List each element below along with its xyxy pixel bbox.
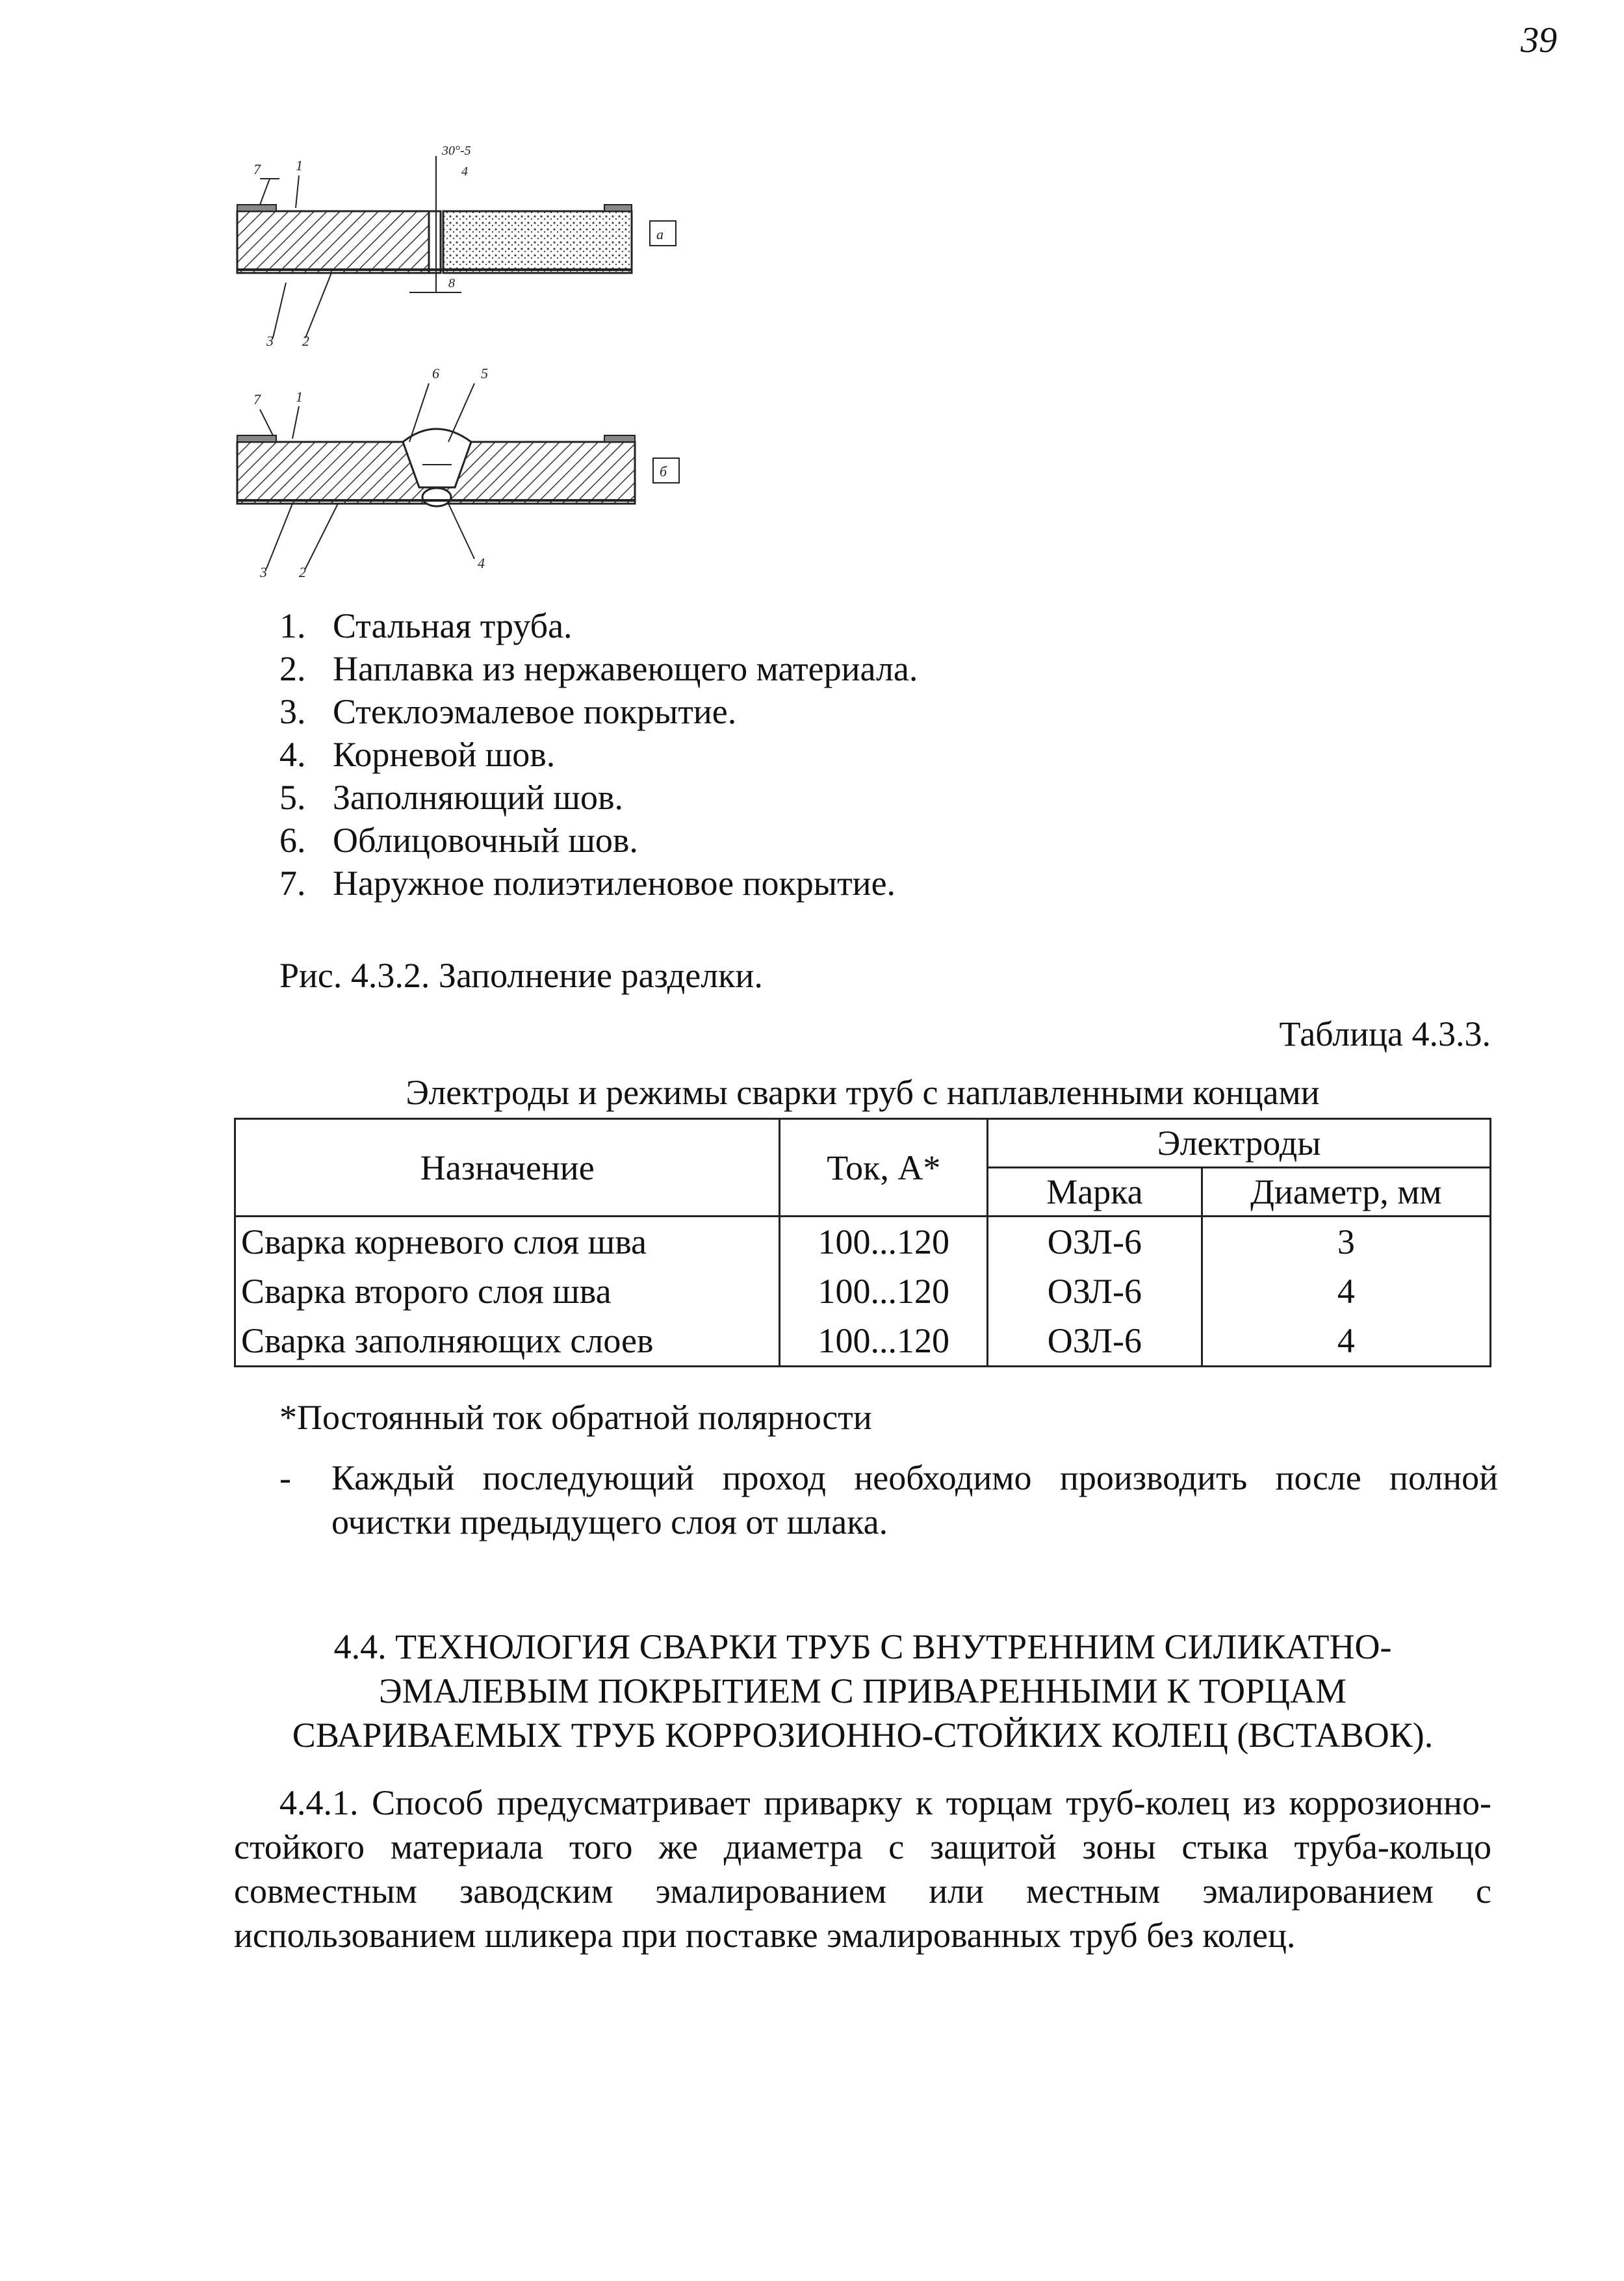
header-brand: Марка bbox=[988, 1168, 1202, 1217]
joint-preparation-drawing bbox=[237, 144, 676, 349]
fig-b-label-6: 6 bbox=[432, 365, 439, 381]
table-label: Таблица 4.3.3. bbox=[1279, 1014, 1491, 1053]
legend-item: 1. Стальная труба. bbox=[279, 606, 573, 645]
legend-item: 2. Наплавка из нержавеющего материала. bbox=[279, 649, 918, 688]
fig-a-label-7: 7 bbox=[253, 161, 261, 177]
fig-a-label-gap: 8 bbox=[448, 276, 455, 290]
cell-brand: ОЗЛ-6 bbox=[988, 1217, 1202, 1267]
figure-legend bbox=[279, 604, 918, 905]
heading-line: 4.4. ТЕХНОЛОГИЯ СВАРКИ ТРУБ С ВНУТРЕННИМ СИЛИКАТНО- bbox=[333, 1627, 1392, 1666]
page-number: 39 bbox=[1521, 20, 1557, 60]
legend-item: 4. Корневой шов. bbox=[279, 735, 556, 774]
cell-current: 100...120 bbox=[780, 1316, 988, 1367]
fig-a-label-1: 1 bbox=[296, 157, 303, 174]
table-row bbox=[235, 1316, 1491, 1367]
bullet-text: Каждый последующий проход необходимо производить после полной очистки предыдущего слоя от шлака. bbox=[331, 1458, 1498, 1541]
fig-b-label-2: 2 bbox=[299, 564, 306, 578]
table-row bbox=[235, 1217, 1491, 1267]
legend-item: 6. Облицовочный шов. bbox=[279, 821, 638, 860]
cell-brand: ОЗЛ-6 bbox=[988, 1316, 1202, 1367]
heading-line: ЭМАЛЕВЫМ ПОКРЫТИЕМ С ПРИВАРЕННЫМИ К ТОРЦАМ bbox=[378, 1671, 1347, 1710]
figure-caption: Рис. 4.3.2. Заполнение разделки. bbox=[279, 956, 763, 995]
weld-joint-figure bbox=[234, 136, 702, 578]
table-footnote: *Постоянный ток обратной полярности bbox=[279, 1398, 872, 1437]
section-heading bbox=[234, 1625, 1491, 1757]
fig-a-label-3: 3 bbox=[266, 333, 274, 349]
fig-a-label-4: 4 bbox=[461, 164, 468, 179]
fig-b-label-1: 1 bbox=[296, 389, 303, 405]
header-purpose: Назначение bbox=[235, 1119, 780, 1217]
header-current: Ток, А* bbox=[780, 1119, 988, 1217]
cell-brand: ОЗЛ-6 bbox=[988, 1267, 1202, 1316]
fig-b-label-7: 7 bbox=[253, 391, 261, 407]
fig-b-label-5: 5 bbox=[481, 365, 488, 381]
bullet-item bbox=[279, 1456, 1498, 1544]
heading-line: СВАРИВАЕМЫХ ТРУБ КОРРОЗИОННО-СТОЙКИХ КОЛЕЦ (ВСТАВОК). bbox=[292, 1716, 1434, 1755]
legend-item: 3. Стеклоэмалевое покрытие. bbox=[279, 692, 737, 731]
cell-current: 100...120 bbox=[780, 1267, 988, 1316]
header-electrodes: Электроды bbox=[988, 1119, 1491, 1168]
cell-current: 100...120 bbox=[780, 1217, 988, 1267]
legend-item: 7. Наружное полиэтиленовое покрытие. bbox=[279, 864, 896, 903]
cell-purpose: Сварка второго слоя шва bbox=[235, 1267, 780, 1316]
fig-b-tag: б bbox=[660, 463, 667, 480]
header-diameter: Диаметр, мм bbox=[1202, 1168, 1490, 1217]
cell-purpose: Сварка заполняющих слоев bbox=[235, 1316, 780, 1367]
fig-a-label-angle: 30°-5 bbox=[442, 144, 471, 158]
electrodes-table bbox=[234, 1118, 1491, 1367]
filled-joint-drawing bbox=[237, 365, 679, 578]
bullet-dash: - bbox=[279, 1458, 291, 1497]
body-paragraph: 4.4.1. Способ предусматривает приварку к торцам труб-колец из коррозионно-стойкого материала того же диаметра с защитой зоны стыка труба-кольцо совместным заводским эмалированием или местным эмалированием с использованием шликера при поставке эмалированных труб без колец. bbox=[234, 1783, 1491, 1955]
cell-diameter: 4 bbox=[1202, 1316, 1490, 1367]
fig-b-label-4: 4 bbox=[478, 555, 485, 571]
table-row bbox=[235, 1267, 1491, 1316]
table-title: Электроды и режимы сварки труб с наплавленными концами bbox=[406, 1073, 1320, 1112]
cell-diameter: 4 bbox=[1202, 1267, 1490, 1316]
cell-purpose: Сварка корневого слоя шва bbox=[235, 1217, 780, 1267]
cell-diameter: 3 bbox=[1202, 1217, 1490, 1267]
fig-b-label-3: 3 bbox=[260, 564, 267, 578]
fig-a-tag: а bbox=[656, 226, 664, 242]
fig-a-label-2: 2 bbox=[302, 333, 309, 349]
legend-item: 5. Заполняющий шов. bbox=[279, 778, 623, 817]
